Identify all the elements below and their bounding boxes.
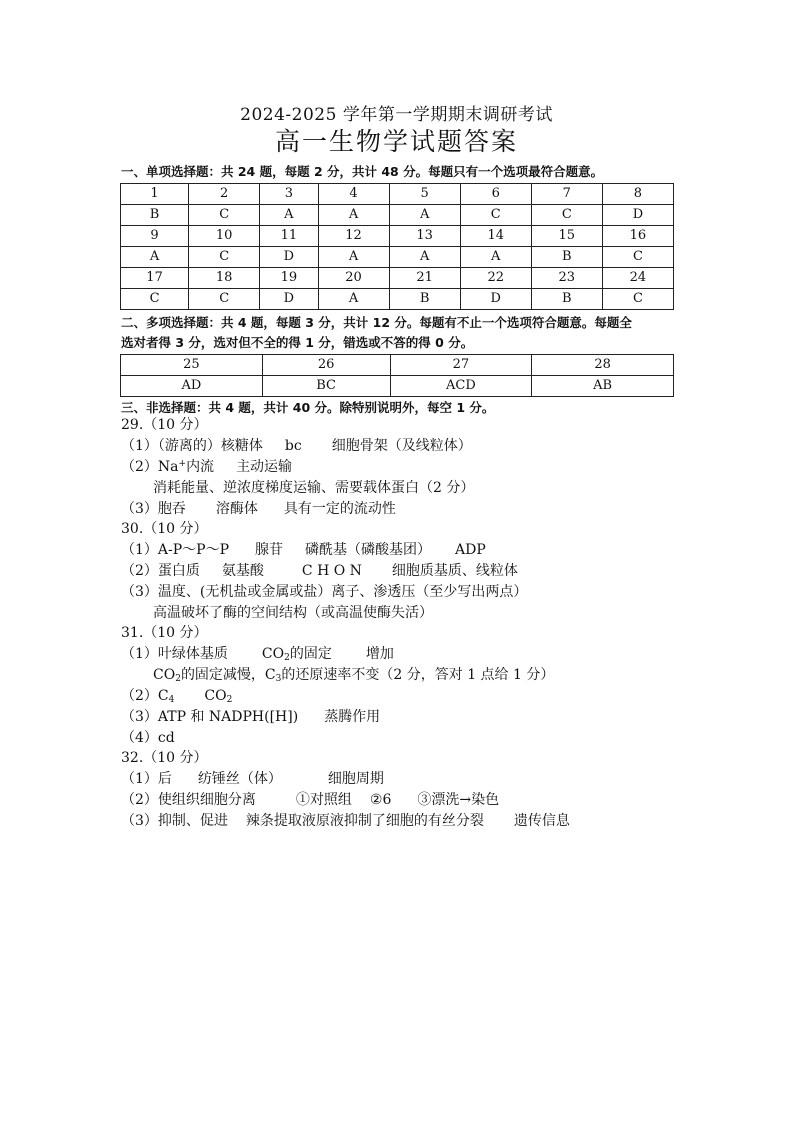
table-cell: 17 [121, 268, 189, 289]
table-cell: 4 [318, 184, 389, 205]
q30-1a: （1）A-P～P～P [121, 542, 230, 558]
q32-3b: 辣条提取液原液抑制了细胞的有丝分裂 [245, 813, 484, 829]
q30-1b: 腺苷 [255, 542, 284, 558]
q30-2a: （2）蛋白质 [121, 563, 200, 579]
table-cell: 24 [602, 268, 673, 289]
table-cell: B [389, 289, 460, 310]
q32-answer-2 [121, 790, 499, 810]
q31-1b-sub: 2 [284, 653, 290, 663]
section2-heading-line2: 选对者得 3 分，选对但不全的得 1 分，错选或不答的得 0 分。 [121, 335, 474, 350]
q32-1c: 细胞周期 [327, 771, 384, 787]
table-cell: D [260, 247, 318, 268]
table-row [121, 247, 674, 268]
q32-2a: （2）使组织细胞分离 [121, 792, 256, 808]
table-cell: 27 [390, 355, 532, 376]
section2-heading-line1: 二、多项选择题：共 4 题，每题 3 分，共计 12 分。每题有不止一个选项符合题意。每题全 [121, 315, 632, 330]
q29-3b: 溶酶体 [215, 501, 258, 517]
exam-title: 2024-2025 学年第一学期期末调研考试 [240, 105, 553, 125]
q30-answer-3-detail: 高温破坏了酶的空间结构（或高温使酶失活） [153, 605, 433, 621]
q31-answer-4: （4）cd [121, 730, 175, 746]
q29-answer-1 [121, 436, 472, 456]
table-cell: 8 [602, 184, 673, 205]
table-cell: 26 [262, 355, 390, 376]
q31-1b-post: 的固定 [289, 646, 332, 662]
table-cell: A [121, 247, 189, 268]
table-cell: C [460, 205, 531, 226]
table-cell: 15 [531, 226, 602, 247]
table-row [121, 184, 674, 205]
q31-3sub2: 2 [226, 695, 233, 705]
table-cell: A [389, 247, 460, 268]
table-cell: 25 [121, 355, 263, 376]
q29-answer-3 [121, 499, 396, 519]
q30-answer-3: （3）温度、(无机盐或金属或盐）离子、渗透压（至少写出两点） [121, 584, 528, 600]
table-cell: C [189, 205, 260, 226]
table-cell: D [460, 289, 531, 310]
q32-1b: 纺锤丝（体） [197, 771, 282, 787]
table-cell: B [121, 205, 189, 226]
q32-2d: ③漂洗→染色 [417, 792, 500, 808]
q31-2c: 的还原速率不变（2 分，答对 1 点给 1 分） [281, 667, 555, 683]
q30-title: 30.（10 分） [121, 521, 208, 537]
table-row [121, 376, 674, 397]
table-cell: A [318, 289, 389, 310]
multi-choice-table [120, 354, 674, 397]
q29-answer-2-detail: 消耗能量、逆浓度梯度运输、需要载体蛋白（2 分） [153, 480, 475, 496]
table-cell: B [531, 289, 602, 310]
table-row [121, 355, 674, 376]
table-cell: 22 [460, 268, 531, 289]
table-cell: A [260, 205, 318, 226]
table-cell: 20 [318, 268, 389, 289]
q31-answer-1-detail [153, 665, 554, 685]
table-cell: BC [262, 376, 390, 397]
table-cell: AD [121, 376, 263, 397]
table-cell: D [260, 289, 318, 310]
q29-3c: 具有一定的流动性 [283, 501, 396, 517]
q29-2sup: + [178, 459, 187, 469]
table-cell: C [189, 289, 260, 310]
table-cell: 1 [121, 184, 189, 205]
q30-2d: 细胞质基质、线粒体 [391, 563, 518, 579]
table-cell: 28 [532, 355, 674, 376]
table-cell: A [460, 247, 531, 268]
q31-1c: 增加 [365, 646, 394, 662]
q32-answer-3 [121, 811, 570, 831]
page-title: 高一生物学试题答案 [274, 127, 518, 156]
table-cell: ACD [390, 376, 532, 397]
table-cell: A [318, 205, 389, 226]
q31-answer-3 [121, 707, 380, 727]
table-cell: 21 [389, 268, 460, 289]
table-cell: C [602, 289, 673, 310]
q29-2b: 主动运输 [236, 459, 293, 475]
q32-answer-1 [121, 769, 384, 789]
table-row [121, 268, 674, 289]
table-row [121, 205, 674, 226]
table-cell: A [389, 205, 460, 226]
table-cell: 16 [602, 226, 673, 247]
q31-answer-2 [121, 686, 232, 706]
q31-4a: （3）ATP 和 NADPH([H]) [121, 709, 299, 725]
table-cell: 3 [260, 184, 318, 205]
q29-1c: 细胞骨架（及线粒体） [331, 438, 472, 454]
table-cell: C [189, 247, 260, 268]
table-cell: 6 [460, 184, 531, 205]
table-cell: 5 [389, 184, 460, 205]
q31-3sub1: 4 [168, 695, 175, 705]
q30-2b: 氨基酸 [221, 563, 264, 579]
q32-3a: （3）抑制、促进 [121, 813, 228, 829]
q30-2c: C H O N [301, 563, 362, 579]
table-cell: 13 [389, 226, 460, 247]
q30-answer-1 [121, 540, 486, 560]
table-cell: 7 [531, 184, 602, 205]
q29-1a: （1）（游离的）核糖体 [121, 438, 263, 454]
table-cell: A [318, 247, 389, 268]
q30-1c: 磷酰基（磷酸基团） [305, 542, 432, 558]
q31-3a: （2）C [121, 688, 169, 704]
q29-3a: （3）胞吞 [121, 501, 186, 517]
table-cell: 19 [260, 268, 318, 289]
table-cell: D [602, 205, 673, 226]
table-cell: B [531, 247, 602, 268]
table-row [121, 226, 674, 247]
table-cell: 18 [189, 268, 260, 289]
q29-title: 29.（10 分） [121, 417, 208, 433]
table-cell: AB [532, 376, 674, 397]
table-cell: 14 [460, 226, 531, 247]
q30-answer-2 [121, 561, 518, 581]
q32-2c: ②6 [369, 792, 392, 808]
q29-answer-2 [121, 457, 292, 477]
single-choice-table [120, 183, 674, 310]
table-cell: 11 [260, 226, 318, 247]
table-cell: 9 [121, 226, 189, 247]
q30-1d: ADP [455, 542, 486, 558]
table-cell: C [121, 289, 189, 310]
table-cell: C [531, 205, 602, 226]
q31-4b: 蒸腾作用 [324, 709, 381, 725]
section3-heading: 三、非选择题：共 4 题，共计 40 分。除特别说明外，每空 1 分。 [121, 400, 495, 415]
q32-title: 32.（10 分） [121, 750, 208, 766]
q31-2sub1: 2 [175, 674, 181, 684]
table-row [121, 289, 674, 310]
q31-2a: CO [153, 667, 176, 683]
q32-1a: （1）后 [121, 771, 172, 787]
q29-1b: bc [284, 438, 302, 454]
q31-1b: CO [261, 646, 285, 662]
q32-3c: 遗传信息 [513, 813, 570, 829]
table-cell: 2 [189, 184, 260, 205]
q31-title: 31.（10 分） [121, 625, 208, 641]
q29-2a: （2）Na [121, 459, 179, 475]
q31-3b: CO [204, 688, 227, 704]
q32-2b: ①对照组 [295, 792, 352, 808]
q31-answer-1 [121, 644, 394, 664]
q31-2b: 的固定减慢，C [180, 667, 276, 683]
table-cell: 12 [318, 226, 389, 247]
table-cell: 10 [189, 226, 260, 247]
q31-2sub2: 3 [275, 674, 282, 684]
q31-1a: （1）叶绿体基质 [121, 646, 228, 662]
table-cell: 23 [531, 268, 602, 289]
q29-2rest: 内流 [186, 459, 215, 475]
table-cell: C [602, 247, 673, 268]
section1-heading: 一、单项选择题：共 24 题，每题 2 分，共计 48 分。每题只有一个选项最符合题意。 [121, 164, 604, 179]
